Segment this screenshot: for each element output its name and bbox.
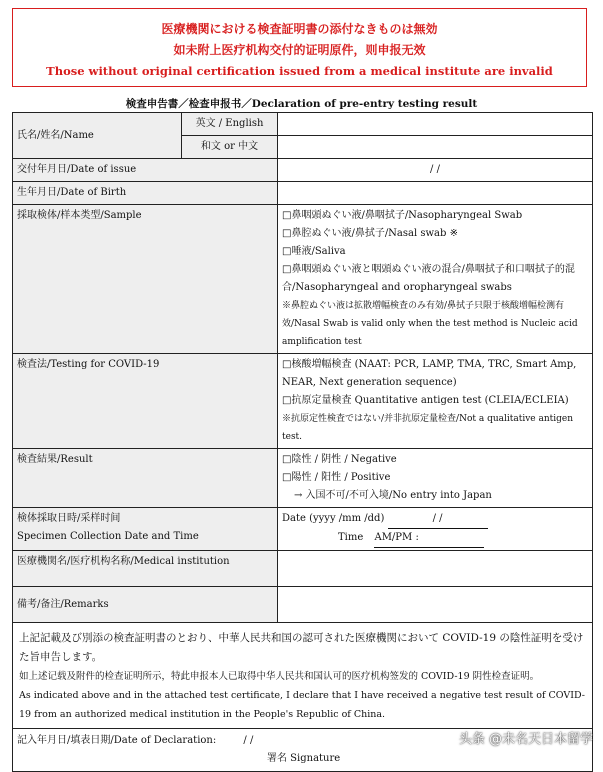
watermark: 头条 @未名天日本留学 [458,732,593,747]
declaration-japanese: 上記記載及び別添の検査証明書のとおり、中華人民共和国の認可された医療機関において COVID-19 の陰性証明を受けた旨申告します。 [19,632,584,663]
declaration-cell [13,623,593,729]
collection-field-cell [278,508,593,551]
result-label: 検査結果/Result [17,454,93,465]
result-options-cell [278,449,593,508]
collection-label-en: Specimen Collection Date and Time [17,531,199,542]
method-label: 検査法/Testing for COVID-19 [17,359,160,370]
issue-date-field[interactable] [278,159,593,182]
method-option-naat[interactable]: □核酸増幅検査 (NAAT: PCR, LAMP, TMA, TRC, Smart Amp, NEAR, Next generation sequence) [282,359,577,388]
method-label-cell [13,354,278,449]
sample-option-nasal[interactable]: □鼻腔ぬぐい液/鼻拭子/Nasal swab ※ [282,228,458,239]
collection-date-field[interactable]: / / [388,510,488,529]
result-option-negative[interactable]: □陰性 / 阴性 / Negative [282,454,397,465]
signature-label: 署名 Signature [267,753,341,764]
issue-date-value: / / [430,164,440,175]
method-option-antigen[interactable]: □抗原定量検査 Quantitative antigen test (CLEIA/ECLEIA) [282,395,569,406]
remarks-label: 備考/备注/Remarks [17,598,109,610]
institution-label-cell [13,551,278,587]
result-option-positive[interactable]: □陽性 / 阳性 / Positive [282,472,391,483]
declaration-english: As indicated above and in the attached test certificate, I declare that I have received a negative test result of COVID-19 from an authorized medical institution in the People's Republic of China. [19,690,585,720]
collection-label-zh: 検体採取日時/采样时间 [17,513,121,524]
english-label-cell [182,113,278,136]
sample-label: 採取検体/样本类型/Sample [17,210,142,221]
remarks-label-cell [13,587,278,623]
collection-date-label: Date (yyyy /mm /dd) [282,513,385,524]
kanji-label-cell [182,136,278,159]
warning-japanese: 医療機関における検査証明書の添付なきものは無効 [161,22,438,36]
sample-option-nasopharyngeal[interactable]: □鼻咽頭ぬぐい液/鼻咽拭子/Nasopharyngeal Swab [282,210,523,221]
english-label: 英文 / English [195,118,264,129]
institution-field[interactable] [278,551,593,587]
kanji-name-field[interactable] [278,136,593,159]
collection-label-cell [13,508,278,551]
birth-label: 生年月日/Date of Birth [17,187,127,198]
kanji-label: 和文 or 中文 [200,141,259,152]
sample-label-cell [13,205,278,354]
declaration-form [12,112,593,772]
warning-english: Those without original certification issued from a medical institute are invalid [46,64,553,78]
name-label-cell [13,113,182,159]
collection-time-label: Time [338,532,364,543]
warning-chinese: 如未附上医疗机构交付的证明原件，则申报无效 [173,43,426,57]
sample-note: ※鼻腔ぬぐい液は拡散増幅検査のみ有効/鼻拭子只限于核酸增幅检测有效/Nasal Swab is valid only when the test method is Nucleic acid amplification test [282,301,578,347]
declaration-date-value[interactable]: / / [243,735,254,746]
result-note: → 入国不可/不可入境/No entry into Japan [294,490,492,501]
institution-label: 医療機関名/医疗机构名称/Medical institution [17,556,230,567]
english-name-field[interactable] [278,113,593,136]
sample-options-cell [278,205,593,354]
name-label: 氏名/姓名/Name [17,129,94,141]
sample-option-saliva[interactable]: □唾液/Saliva [282,246,346,257]
declaration-chinese: 如上述记载及附件的检查证明所示，特此申报本人已取得中华人民共和国认可的医疗机构签发的 COVID-19 阴性检查证明。 [19,671,540,682]
birth-date-field[interactable] [278,182,593,205]
issue-date-label-cell [13,159,278,182]
declaration-date-label: 記入年月日/填表日期/Date of Declaration: [17,735,217,746]
method-options-cell [278,354,593,449]
method-note: ※抗原定性検査ではない/并非抗原定量检查/Not a qualitative antigen test. [282,414,574,442]
birth-label-cell [13,182,278,205]
remarks-field[interactable] [278,587,593,623]
issue-date-label: 交付年月日/Date of issue [17,164,137,175]
form-title: 検査申告書／检查申报书／Declaration of pre-entry testing result [125,98,478,110]
sample-option-mixed[interactable]: □鼻咽頭ぬぐい液と咽頭ぬぐい液の混合/鼻咽拭子和口咽拭子的混合/Nasopharyngeal and oropharyngeal swabs [282,264,575,293]
collection-time-field[interactable]: AM/PM : [374,529,484,548]
result-label-cell [13,449,278,508]
invalid-warning-box [12,8,587,87]
